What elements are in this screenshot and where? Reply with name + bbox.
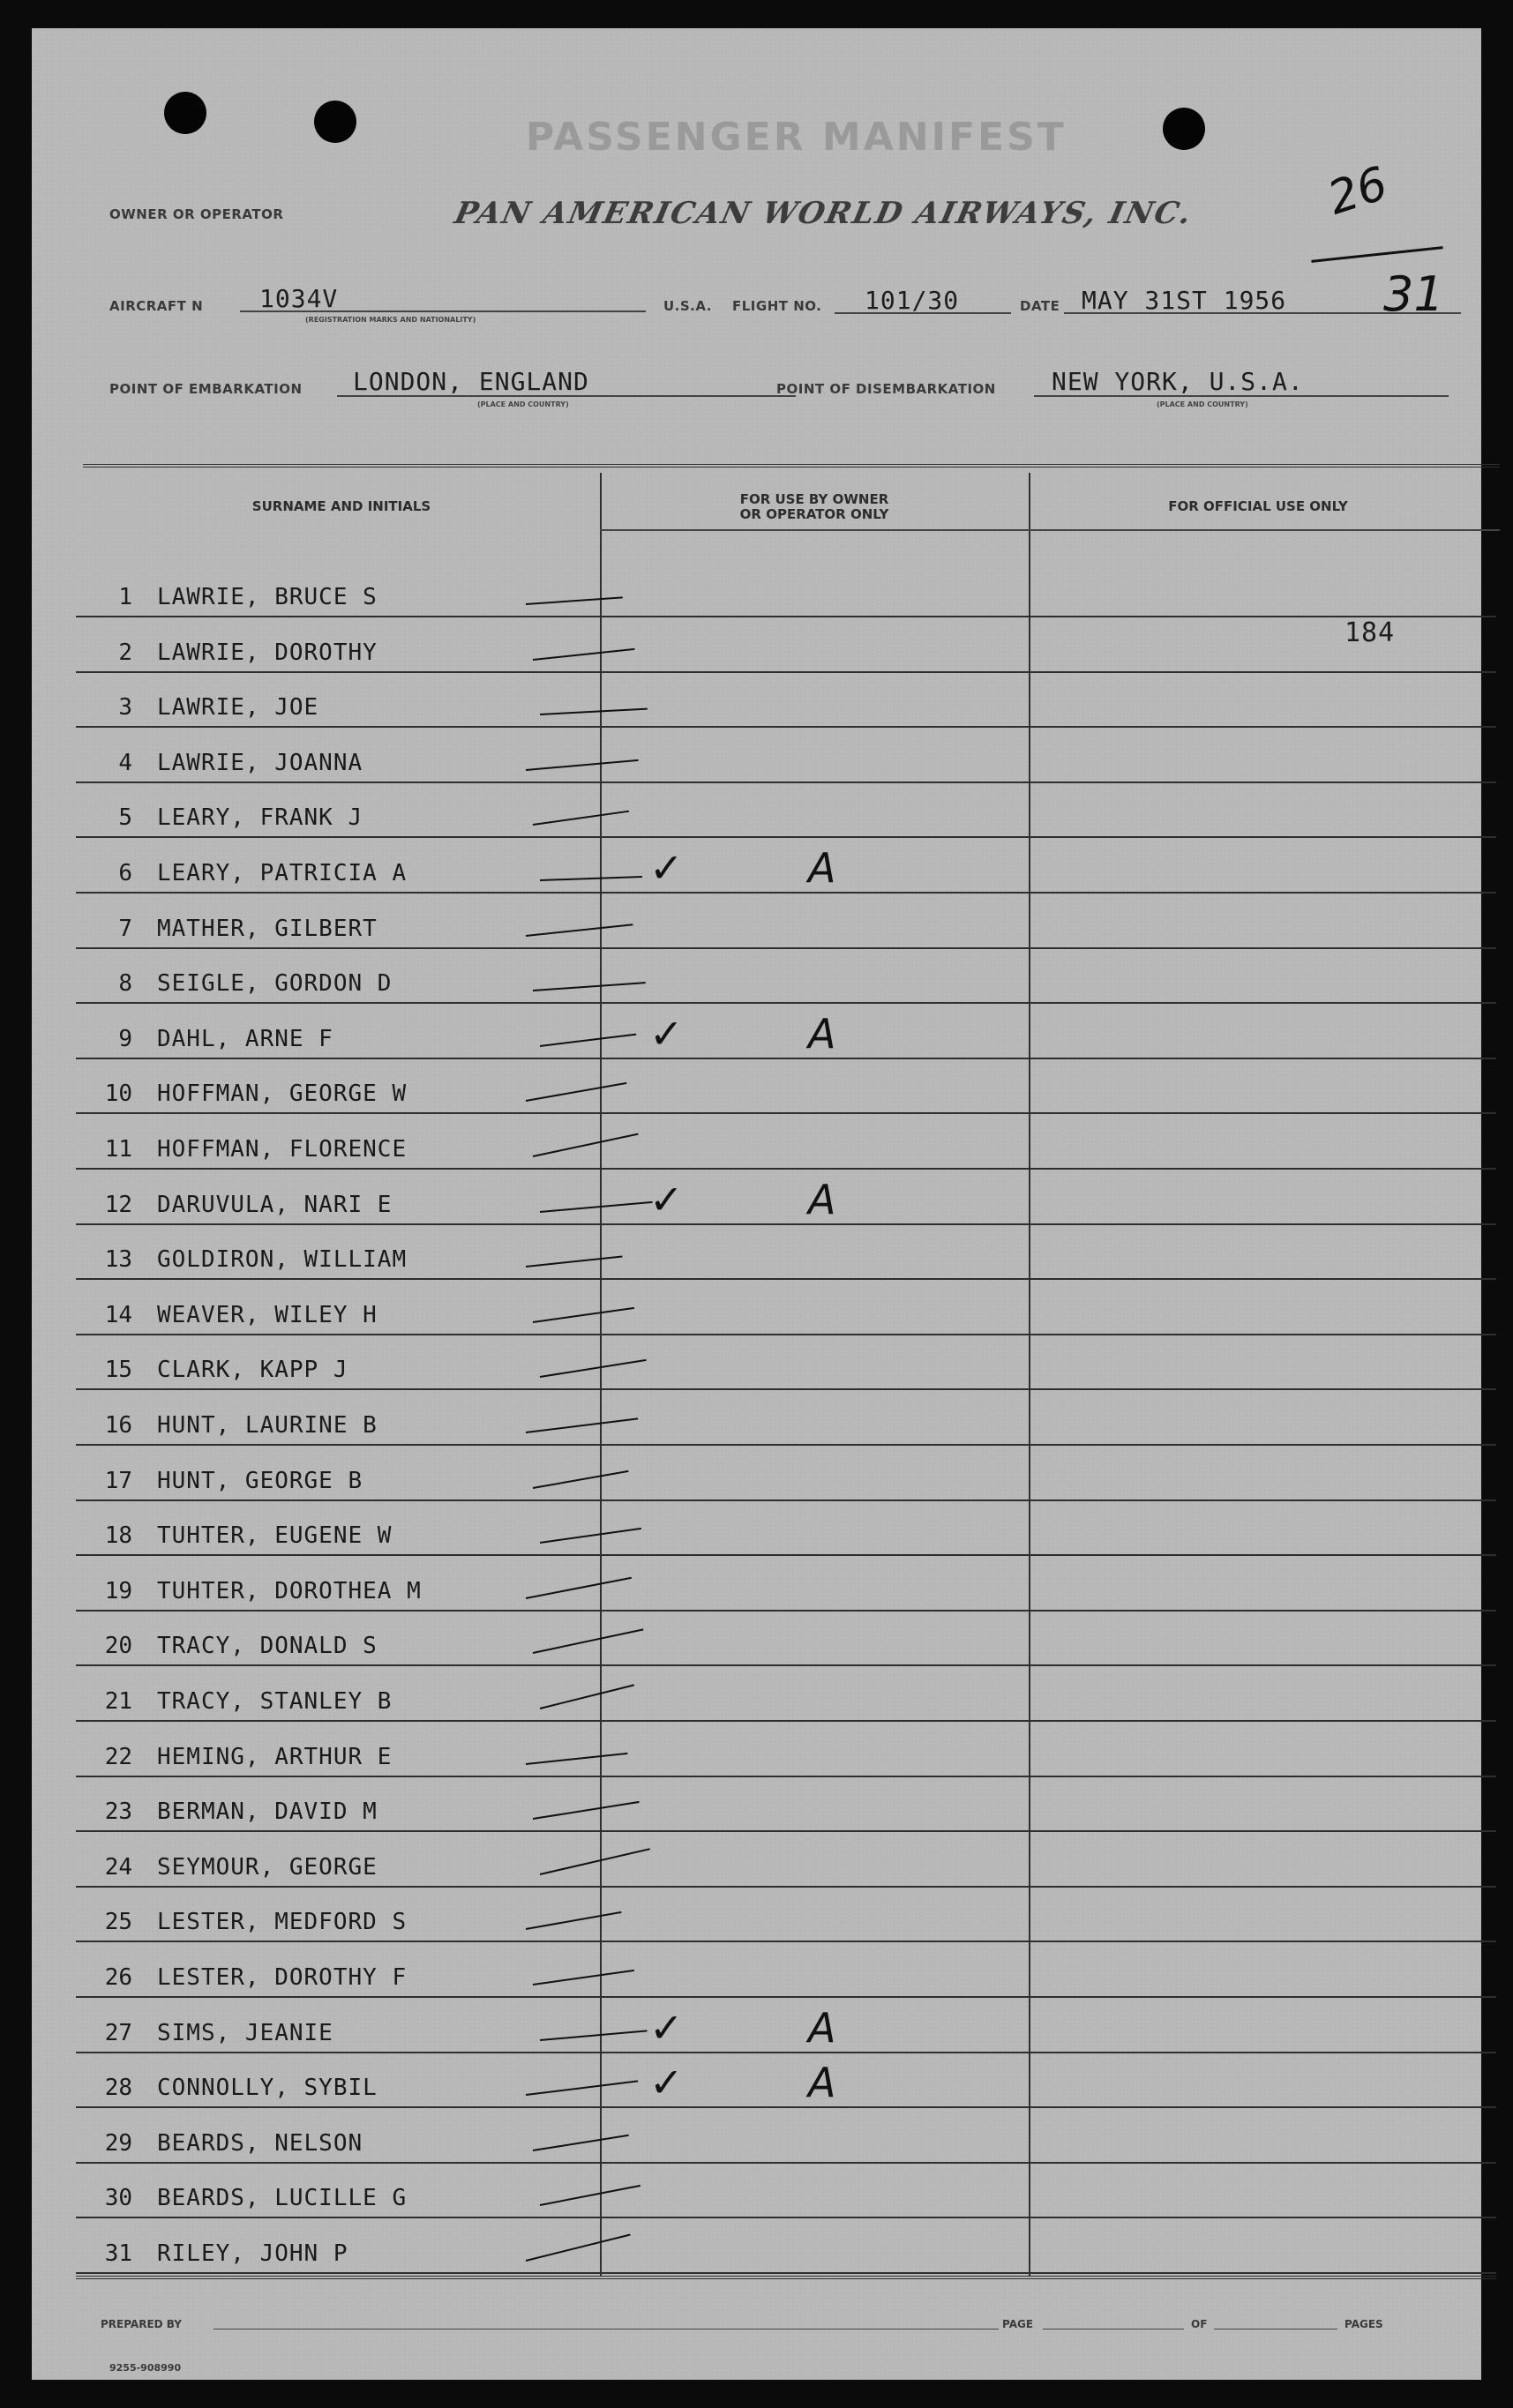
passenger-name: BERMAN, DAVID M	[157, 1799, 378, 1826]
passenger-name: SEIGLE, GORDON D	[157, 970, 393, 998]
table-row-rule	[76, 1223, 1496, 1225]
passenger-name: LAWRIE, JOANNA	[157, 749, 363, 776]
table-row-rule	[76, 1886, 1496, 1888]
passenger-name: SIMS, JEANIE	[157, 2019, 333, 2046]
check-mark: ✓	[649, 2059, 684, 2107]
of-label: OF	[1191, 2318, 1208, 2330]
passenger-number: 4	[118, 749, 132, 776]
passenger-number: 31	[104, 2240, 132, 2267]
passenger-number: 23	[104, 1799, 132, 1826]
passenger-number: 24	[104, 1853, 132, 1881]
aircraft-value: 1034V	[259, 284, 339, 313]
tally-mark	[526, 1752, 628, 1764]
passenger-number: 8	[118, 970, 132, 998]
table-row-rule	[76, 1996, 1496, 1998]
date-value: MAY 31ST 1956	[1082, 286, 1287, 315]
embarkation-field-line	[337, 395, 796, 397]
tally-mark	[540, 876, 642, 881]
passenger-number: 7	[118, 915, 132, 942]
manifest-sheet	[32, 28, 1481, 2380]
passenger-name: TRACY, DONALD S	[157, 1633, 378, 1660]
tally-mark	[540, 1528, 641, 1544]
passenger-name: DARUVULA, NARI E	[157, 1191, 393, 1218]
table-row-rule	[76, 1444, 1496, 1446]
passenger-name: TRACY, STANLEY B	[157, 1688, 393, 1715]
tally-mark	[533, 2135, 629, 2151]
passenger-number: 1	[118, 584, 132, 610]
tally-mark	[526, 596, 623, 605]
passenger-name: DAHL, ARNE F	[157, 1025, 333, 1052]
status-code: A	[808, 844, 836, 892]
passenger-name: HOFFMAN, FLORENCE	[157, 1136, 408, 1163]
punch-hole-right	[1163, 108, 1205, 150]
tally-mark	[540, 2185, 640, 2206]
table-row-rule	[76, 2272, 1496, 2274]
passenger-name: HUNT, LAURINE B	[157, 1412, 378, 1439]
check-mark: ✓	[649, 1175, 684, 1223]
table-row-rule	[76, 1941, 1496, 1942]
company-name: PAN AMERICAN WORLD AIRWAYS, INC.	[451, 196, 1196, 231]
passenger-name: SEYMOUR, GEORGE	[157, 1853, 378, 1881]
tally-mark	[540, 1200, 653, 1212]
page-title: PASSENGER MANIFEST	[526, 115, 1067, 160]
column-header-official-use: FOR OFFICIAL USE ONLY	[1168, 498, 1348, 514]
tally-mark	[540, 1848, 650, 1875]
table-row-rule	[76, 892, 1496, 894]
table-row-rule	[76, 1554, 1496, 1556]
column-header-rule	[600, 529, 1500, 531]
passenger-name: LESTER, MEDFORD S	[157, 1909, 408, 1936]
column-divider-left	[600, 473, 602, 2276]
date-label: DATE	[1020, 298, 1060, 314]
tally-mark	[540, 1033, 636, 1046]
table-row-rule	[76, 726, 1496, 728]
table-row-rule	[76, 1499, 1496, 1501]
punch-hole-center	[314, 101, 356, 143]
passenger-number: 11	[104, 1136, 132, 1163]
flight-label: FLIGHT NO.	[732, 298, 822, 314]
passenger-number: 5	[118, 804, 132, 832]
table-row-rule	[76, 836, 1496, 838]
column-header-owner-use: FOR USE BY OWNER OR OPERATOR ONLY	[739, 491, 889, 522]
tally-mark	[533, 1307, 634, 1323]
check-mark: ✓	[649, 844, 684, 892]
passenger-number: 26	[104, 1964, 132, 1991]
form-code: 9255-908990	[109, 2362, 182, 2374]
official-use-note: 184	[1344, 617, 1396, 648]
tally-mark	[533, 1133, 639, 1157]
passenger-number: 2	[118, 639, 132, 666]
disembarkation-field-line	[1034, 395, 1449, 397]
passenger-name: CONNOLLY, SYBIL	[157, 2075, 378, 2102]
passenger-number: 18	[104, 1522, 132, 1550]
punch-hole-left	[164, 92, 206, 134]
tally-mark	[526, 1082, 627, 1102]
passenger-name: RILEY, JOHN P	[157, 2240, 348, 2267]
table-row-rule	[76, 2052, 1496, 2053]
date-field-line	[1064, 312, 1461, 314]
table-row-rule	[76, 2162, 1496, 2164]
passenger-name: GOLDIRON, WILLIAM	[157, 1246, 408, 1274]
disembarkation-sub-label: (PLACE AND COUNTRY)	[1157, 400, 1248, 408]
passenger-name: TUHTER, DOROTHEA M	[157, 1577, 422, 1604]
passenger-name: TUHTER, EUGENE W	[157, 1522, 393, 1550]
table-row-rule	[76, 1720, 1496, 1722]
tally-mark	[540, 708, 648, 715]
check-mark: ✓	[649, 2003, 684, 2052]
table-row-rule	[76, 1278, 1496, 1280]
prepared-by-label: PREPARED BY	[101, 2318, 182, 2330]
table-row-rule	[76, 1610, 1496, 1612]
tally-mark	[526, 1911, 622, 1930]
check-mark: ✓	[649, 1009, 684, 1058]
table-row-rule	[76, 671, 1496, 673]
tally-mark	[526, 1256, 623, 1268]
disembarkation-value: NEW YORK, U.S.A.	[1052, 367, 1304, 396]
table-row-rule	[76, 1058, 1496, 1059]
passenger-number: 13	[104, 1246, 132, 1274]
table-row-rule	[76, 1002, 1496, 1004]
table-row-rule	[76, 2217, 1496, 2218]
passenger-number: 14	[104, 1301, 132, 1328]
aircraft-sub-label: (REGISTRATION MARKS AND NATIONALITY)	[305, 316, 476, 324]
tally-mark	[526, 2234, 631, 2262]
usa-label: U.S.A.	[663, 298, 712, 314]
tally-mark	[533, 1470, 629, 1489]
table-bottom-rule	[76, 2276, 1496, 2279]
embarkation-value: LONDON, ENGLAND	[353, 367, 589, 396]
tally-mark	[533, 811, 629, 826]
tally-mark	[533, 1801, 640, 1820]
table-row-rule	[76, 1334, 1496, 1335]
passenger-number: 6	[118, 860, 132, 886]
tally-mark	[540, 1684, 634, 1709]
passenger-number: 17	[104, 1467, 132, 1494]
passenger-number: 20	[104, 1633, 132, 1660]
passenger-number: 30	[104, 2185, 132, 2212]
passenger-number: 10	[104, 1081, 132, 1108]
embarkation-label: POINT OF EMBARKATION	[109, 381, 303, 397]
tally-mark	[526, 1577, 632, 1599]
pages-label: PAGES	[1344, 2318, 1383, 2330]
aircraft-field-line	[240, 310, 646, 312]
tally-mark	[526, 1417, 638, 1433]
table-row-rule	[76, 1830, 1496, 1832]
page-label: PAGE	[1002, 2318, 1034, 2330]
tally-mark	[533, 647, 635, 660]
tally-mark	[526, 924, 633, 937]
table-row-rule	[76, 1388, 1496, 1390]
tally-mark	[533, 982, 646, 991]
status-code: A	[808, 1009, 836, 1058]
passenger-name: HEMING, ARTHUR E	[157, 1743, 393, 1770]
passenger-number: 15	[104, 1357, 132, 1384]
passenger-name: HOFFMAN, GEORGE W	[157, 1081, 408, 1108]
table-row-rule	[76, 616, 1496, 617]
corner-note-bottom: 31	[1383, 266, 1444, 322]
tally-mark	[533, 1629, 644, 1655]
table-top-rule	[83, 464, 1500, 467]
passenger-name: HUNT, GEORGE B	[157, 1467, 363, 1494]
passenger-number: 12	[104, 1191, 132, 1218]
corner-note-divider	[1311, 246, 1442, 263]
passenger-name: LAWRIE, JOE	[157, 694, 319, 722]
passenger-number: 25	[104, 1909, 132, 1936]
table-row-rule	[76, 2106, 1496, 2108]
passenger-name: MATHER, GILBERT	[157, 915, 378, 942]
table-row-rule	[76, 1776, 1496, 1777]
column-header-surname: SURNAME AND INITIALS	[251, 498, 431, 514]
passenger-number: 16	[104, 1412, 132, 1439]
tally-mark	[533, 1970, 634, 1985]
passenger-number: 21	[104, 1688, 132, 1715]
column-divider-right	[1029, 473, 1030, 2276]
passenger-name: BEARDS, LUCILLE G	[157, 2185, 408, 2212]
embarkation-sub-label: (PLACE AND COUNTRY)	[477, 400, 569, 408]
aircraft-label: AIRCRAFT N	[109, 298, 204, 314]
passenger-name: LESTER, DOROTHY F	[157, 1964, 408, 1991]
corner-note-top: 26	[1322, 157, 1394, 226]
owner-label: OWNER OR OPERATOR	[109, 206, 284, 222]
status-code: A	[808, 1175, 836, 1223]
disembarkation-label: POINT OF DISEMBARKATION	[776, 381, 996, 397]
passenger-name: LAWRIE, BRUCE S	[157, 584, 378, 610]
tally-mark	[526, 2081, 638, 2097]
status-code: A	[808, 2059, 836, 2107]
tally-mark	[526, 759, 639, 771]
table-row-rule	[76, 1168, 1496, 1170]
passenger-number: 27	[104, 2019, 132, 2046]
flight-value: 101/30	[865, 286, 960, 315]
table-row-rule	[76, 1112, 1496, 1114]
passenger-number: 22	[104, 1743, 132, 1770]
passenger-number: 3	[118, 694, 132, 722]
passenger-number: 28	[104, 2075, 132, 2102]
passenger-number: 19	[104, 1577, 132, 1604]
passenger-number: 9	[118, 1025, 132, 1052]
table-row-rule	[76, 1664, 1496, 1666]
passenger-name: LAWRIE, DOROTHY	[157, 639, 378, 666]
passenger-name: WEAVER, WILEY H	[157, 1301, 378, 1328]
table-row-rule	[76, 947, 1496, 949]
tally-mark	[540, 2030, 648, 2041]
passenger-name: LEARY, PATRICIA A	[157, 860, 408, 886]
table-row-rule	[76, 781, 1496, 783]
passenger-number: 29	[104, 2129, 132, 2157]
status-code: A	[808, 2003, 836, 2052]
flight-field-line	[835, 312, 1011, 314]
passenger-name: LEARY, FRANK J	[157, 804, 363, 832]
passenger-name: CLARK, KAPP J	[157, 1357, 348, 1384]
passenger-name: BEARDS, NELSON	[157, 2129, 363, 2157]
tally-mark	[540, 1359, 647, 1378]
